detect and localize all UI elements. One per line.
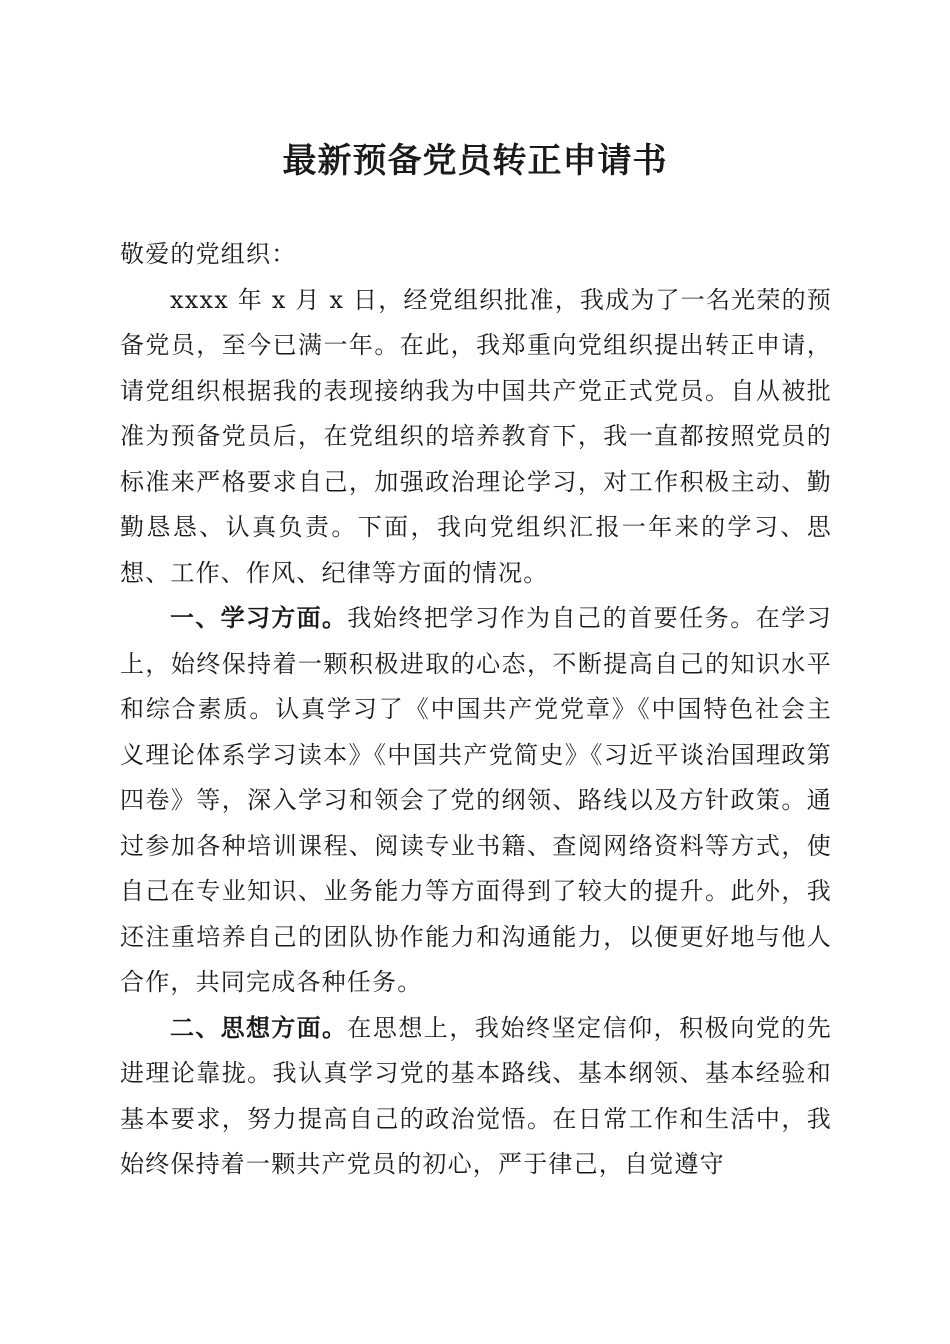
- document-body: [120, 232, 832, 1188]
- document-title: 最新预备党员转正申请书: [282, 141, 668, 181]
- section-study-heading: 一、学习方面。: [170, 604, 348, 632]
- salutation: 敬爱的党组织：: [120, 240, 297, 268]
- intro-paragraph: xxxx 年 x 月 x 日，经党组织批准，我成为了一名光荣的预备党员，至今已满一年。在此，我郑重向党组织提出转正申请，请党组织根据我的表现接纳我为中国共产党正式党员。自从被批准为预备党员后，在党组织的培养教育下，我一直都按照党员的标准来严格要求自己，加强政治理论学习，对工作积极主动、勤勤恳恳、认真负责。下面，我向党组织汇报一年来的学习、思想、工作、作风、纪律等方面的情况。: [120, 285, 832, 587]
- section-thought-paragraph: [120, 1006, 832, 1188]
- section-study-text: 我始终把学习作为自己的首要任务。在学习上，始终保持着一颗积极进取的心态，不断提高自己的知识水平和综合素质。认真学习了《中国共产党党章》《中国特色社会主义理论体系学习读本》《中国共产党简史》《习近平谈治国理政第四卷》等，深入学习和领会了党的纲领、路线以及方针政策。通过参加各种培训课程、阅读专业书籍、查阅网络资料等方式，使自己在专业知识、业务能力等方面得到了较大的提升。此外，我还注重培养自己的团队协作能力和沟通能力，以便更好地与他人合作，共同完成各种任务。: [120, 604, 832, 996]
- section-thought-text: 在思想上，我始终坚定信仰，积极向党的先进理论靠拢。我认真学习党的基本路线、基本纲领、基本经验和基本要求，努力提高自己的政治觉悟。在日常工作和生活中，我始终保持着一颗共产党员的初心，严于律己，自觉遵守: [120, 1013, 832, 1178]
- section-study-paragraph: [120, 596, 832, 1006]
- section-thought-heading: 二、思想方面。: [170, 1013, 348, 1042]
